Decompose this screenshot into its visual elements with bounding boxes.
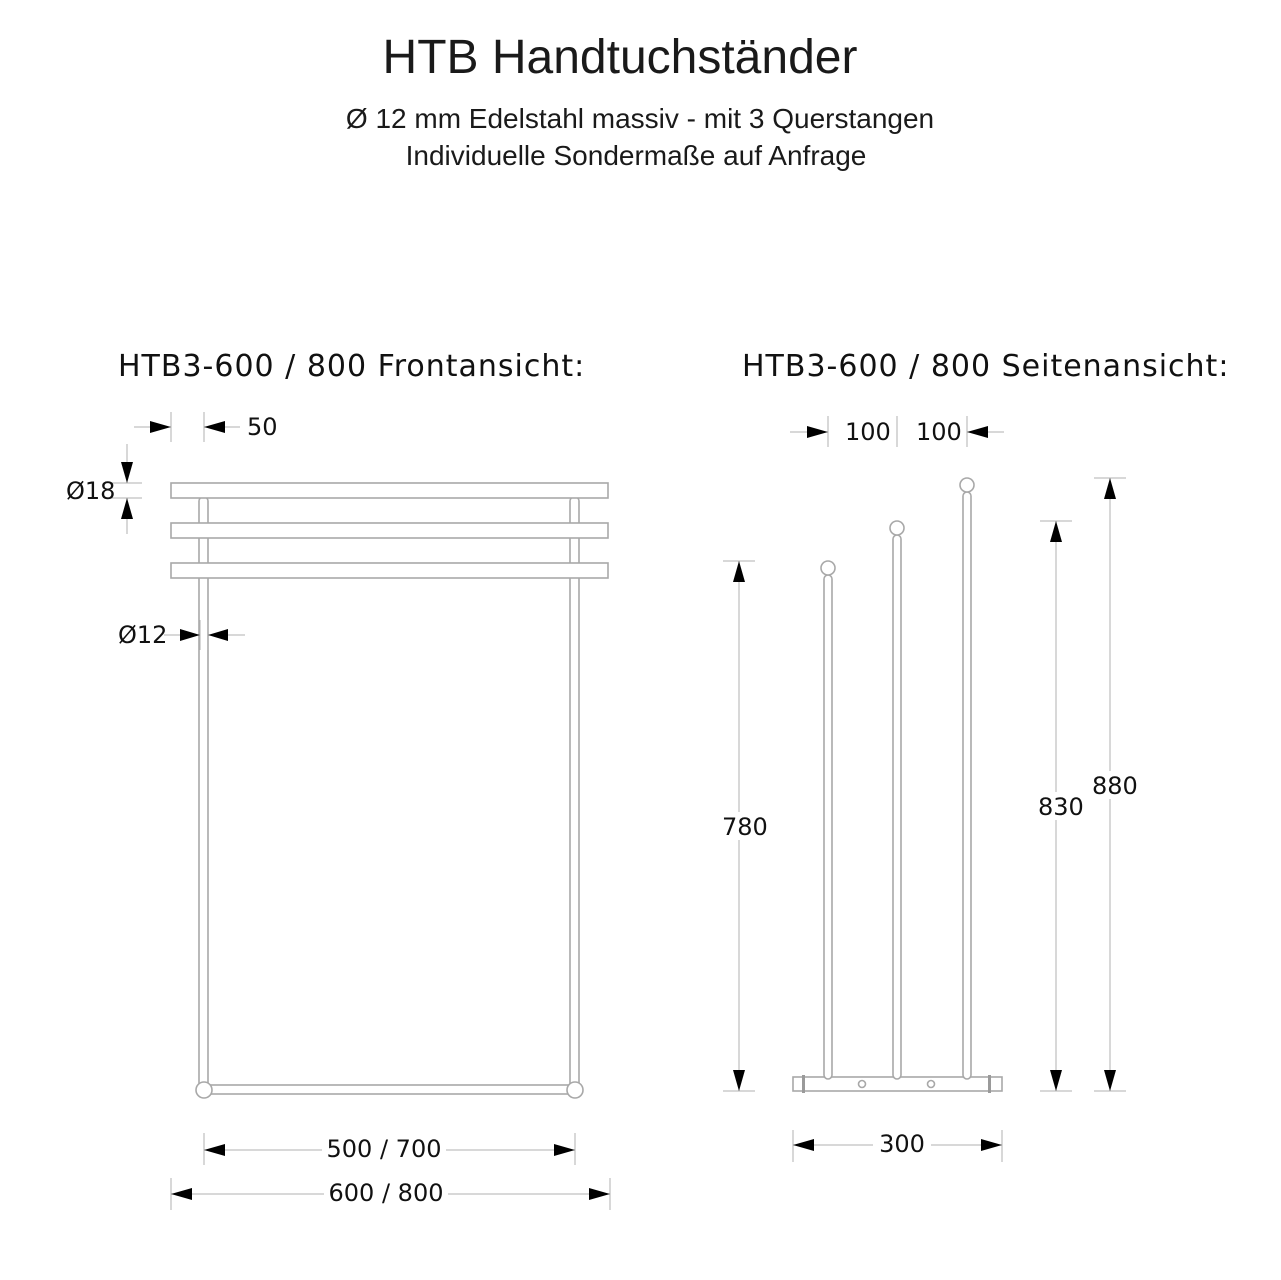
base-end-cap-left — [802, 1075, 805, 1093]
right-rod — [570, 497, 579, 1087]
upright-mid — [890, 521, 904, 1079]
page-title: HTB Handtuchständer — [382, 31, 858, 84]
dim-height-mid — [1036, 521, 1088, 1091]
foot-right-icon — [567, 1082, 583, 1098]
dim-offset-label: 50 — [247, 413, 278, 441]
left-rod — [199, 497, 208, 1087]
upright-low — [821, 561, 835, 1079]
foot-left-icon — [196, 1082, 212, 1098]
subtitle-material: Ø 12 mm Edelstahl massiv - mit 3 Querstangen — [345, 103, 935, 134]
dim-base-length — [793, 1129, 1002, 1162]
dim-rod-diameter — [118, 620, 245, 650]
dim-outer-width-label: 600 / 800 — [328, 1179, 444, 1207]
front-view-drawing — [66, 412, 610, 1210]
dim-base-length-label: 300 — [879, 1130, 925, 1158]
dim-spacing-1-label: 100 — [845, 418, 891, 446]
side-view-drawing — [720, 416, 1142, 1162]
dim-inner-width-label: 500 / 700 — [326, 1135, 442, 1163]
dim-rod-diameter-label: Ø12 — [118, 621, 168, 649]
crossbar-top — [171, 483, 608, 498]
base-hole-right-icon — [928, 1081, 935, 1088]
dim-height-high — [1090, 478, 1142, 1091]
dim-height-high-label: 880 — [1092, 772, 1138, 800]
subtitle-custom-sizes: Individuelle Sondermaße auf Anfrage — [405, 140, 867, 171]
side-view-heading: HTB3-600 / 800 Seitenansicht: — [742, 349, 1230, 384]
dim-spacing — [790, 416, 1004, 447]
dim-height-mid-label: 830 — [1038, 793, 1084, 821]
upright-high — [960, 478, 974, 1079]
crossbar-bottom — [171, 563, 608, 578]
dim-spacing-2-label: 100 — [916, 418, 962, 446]
base-hole-left-icon — [859, 1081, 866, 1088]
crossbar-middle — [171, 523, 608, 538]
base-end-cap-right — [988, 1075, 991, 1093]
base-bar — [204, 1085, 575, 1094]
dim-offset — [134, 412, 278, 442]
dim-bar-diameter-label: Ø18 — [66, 477, 116, 505]
dim-bar-diameter — [66, 444, 142, 534]
front-view-heading: HTB3-600 / 800 Frontansicht: — [118, 349, 586, 384]
dim-height-low — [720, 561, 772, 1091]
dim-outer-width — [171, 1178, 610, 1210]
dim-height-low-label: 780 — [722, 813, 768, 841]
dim-inner-width — [204, 1133, 575, 1165]
